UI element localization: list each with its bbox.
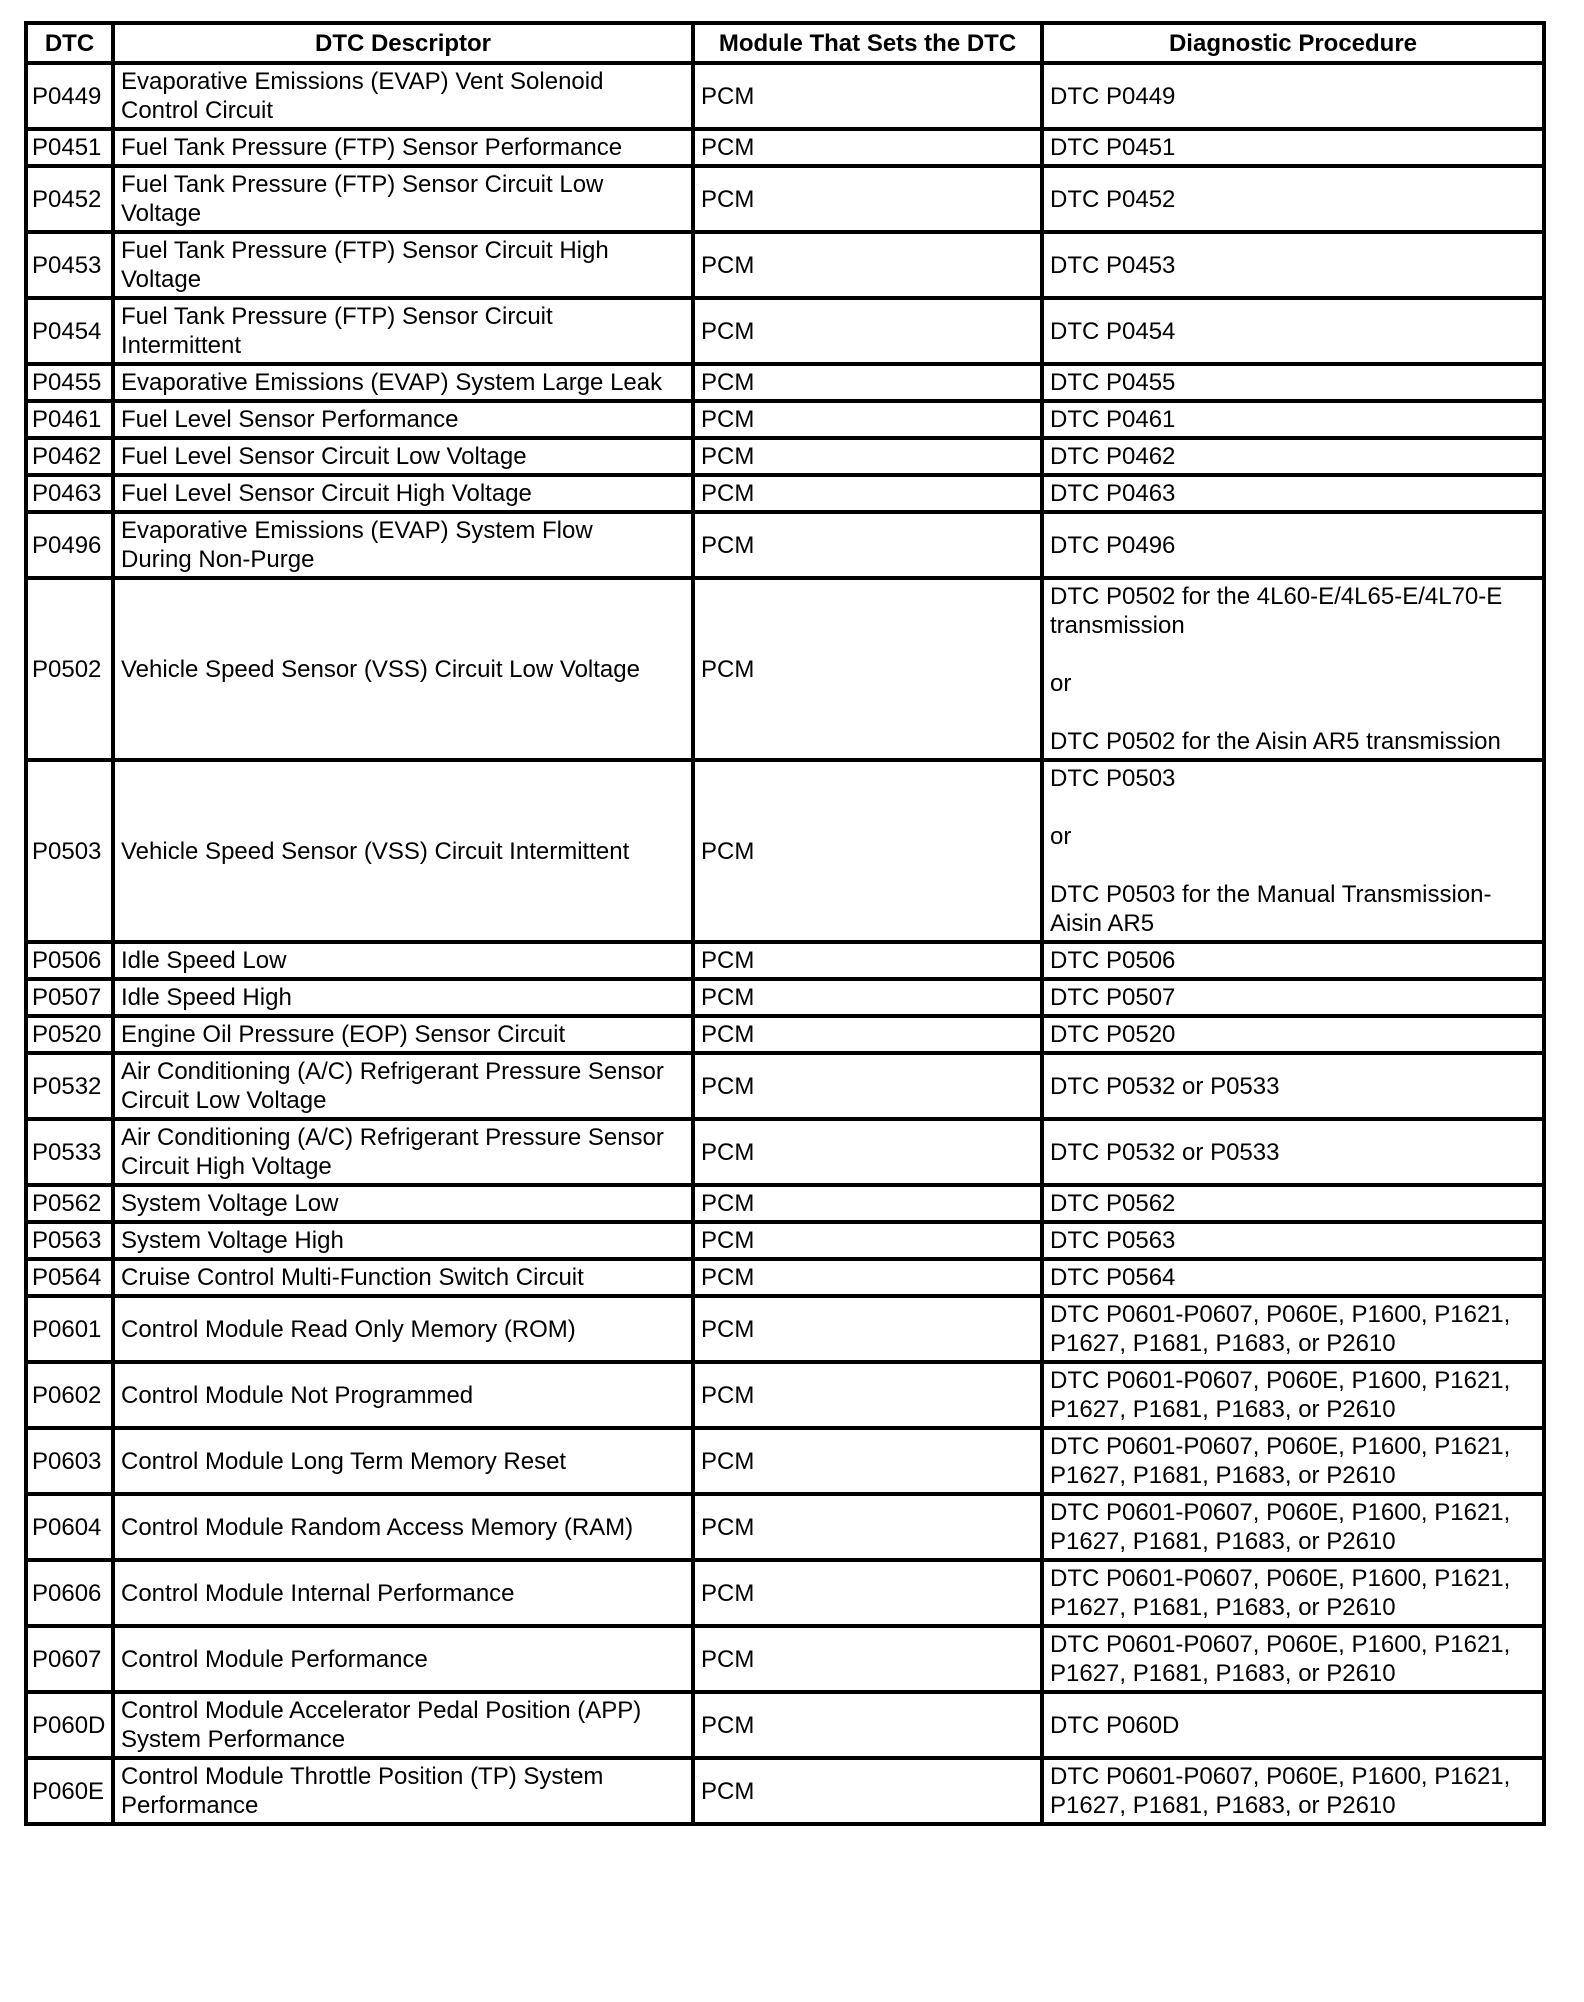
dtc-code: P0563 xyxy=(26,1222,113,1259)
dtc-module: PCM xyxy=(693,1560,1042,1626)
dtc-procedure-link[interactable]: DTC P0562 xyxy=(1042,1185,1544,1222)
dtc-procedure-link[interactable]: DTC P0601-P0607, P060E, P1600, P1621, P1627, P1681, P1683, or P2610 xyxy=(1042,1758,1544,1824)
table-row xyxy=(26,401,1544,438)
table-header-row xyxy=(26,23,1544,63)
dtc-procedure-link[interactable]: DTC P0507 xyxy=(1042,979,1544,1016)
dtc-code: P0603 xyxy=(26,1428,113,1494)
dtc-code: P060D xyxy=(26,1692,113,1758)
dtc-descriptor: Fuel Tank Pressure (FTP) Sensor Performance xyxy=(113,129,693,166)
dtc-module: PCM xyxy=(693,166,1042,232)
table-row xyxy=(26,1222,1544,1259)
dtc-procedure-link[interactable]: DTC P0601-P0607, P060E, P1600, P1621, P1627, P1681, P1683, or P2610 xyxy=(1042,1296,1544,1362)
dtc-procedure-link[interactable]: DTC P0601-P0607, P060E, P1600, P1621, P1627, P1681, P1683, or P2610 xyxy=(1042,1362,1544,1428)
dtc-code: P0503 xyxy=(26,760,113,942)
table-row xyxy=(26,1494,1544,1560)
dtc-descriptor: Cruise Control Multi-Function Switch Circuit xyxy=(113,1259,693,1296)
dtc-procedure-link[interactable]: DTC P0454 xyxy=(1042,298,1544,364)
dtc-procedure-link[interactable]: DTC P0532 or P0533 xyxy=(1042,1119,1544,1185)
header-descriptor: DTC Descriptor xyxy=(113,23,693,63)
header-module: Module That Sets the DTC xyxy=(693,23,1042,63)
table-row xyxy=(26,475,1544,512)
dtc-module: PCM xyxy=(693,298,1042,364)
dtc-module: PCM xyxy=(693,475,1042,512)
dtc-module: PCM xyxy=(693,578,1042,760)
dtc-procedure-link[interactable]: DTC P0563 xyxy=(1042,1222,1544,1259)
dtc-code: P0463 xyxy=(26,475,113,512)
dtc-procedure-link[interactable]: DTC P0451 xyxy=(1042,129,1544,166)
dtc-module: PCM xyxy=(693,1428,1042,1494)
dtc-module: PCM xyxy=(693,1185,1042,1222)
dtc-module: PCM xyxy=(693,63,1042,129)
dtc-module: PCM xyxy=(693,1222,1042,1259)
dtc-procedure-link[interactable]: DTC P0449 xyxy=(1042,63,1544,129)
dtc-descriptor: Control Module Throttle Position (TP) System Performance xyxy=(113,1758,693,1824)
dtc-module: PCM xyxy=(693,401,1042,438)
dtc-module: PCM xyxy=(693,232,1042,298)
dtc-code: P0451 xyxy=(26,129,113,166)
dtc-procedure-link[interactable]: DTC P0601-P0607, P060E, P1600, P1621, P1627, P1681, P1683, or P2610 xyxy=(1042,1560,1544,1626)
dtc-procedure-link[interactable]: DTC P0461 xyxy=(1042,401,1544,438)
dtc-code: P0607 xyxy=(26,1626,113,1692)
table-row xyxy=(26,166,1544,232)
dtc-procedure-link[interactable]: DTC P0564 xyxy=(1042,1259,1544,1296)
dtc-procedure-link[interactable]: DTC P0463 xyxy=(1042,475,1544,512)
dtc-procedure-link[interactable]: DTC P0506 xyxy=(1042,942,1544,979)
dtc-code: P060E xyxy=(26,1758,113,1824)
table-row xyxy=(26,942,1544,979)
dtc-module: PCM xyxy=(693,1692,1042,1758)
dtc-module: PCM xyxy=(693,438,1042,475)
dtc-code: P0507 xyxy=(26,979,113,1016)
dtc-descriptor: Control Module Not Programmed xyxy=(113,1362,693,1428)
table-row xyxy=(26,1428,1544,1494)
table-row xyxy=(26,1016,1544,1053)
dtc-descriptor: Fuel Level Sensor Circuit High Voltage xyxy=(113,475,693,512)
table-row xyxy=(26,232,1544,298)
dtc-descriptor: Control Module Random Access Memory (RAM) xyxy=(113,1494,693,1560)
dtc-module: PCM xyxy=(693,942,1042,979)
dtc-code: P0496 xyxy=(26,512,113,578)
dtc-code: P0601 xyxy=(26,1296,113,1362)
header-procedure: Diagnostic Procedure xyxy=(1042,23,1544,63)
dtc-procedure-link[interactable]: DTC P0453 xyxy=(1042,232,1544,298)
dtc-procedure-link[interactable]: DTC P0455 xyxy=(1042,364,1544,401)
dtc-module: PCM xyxy=(693,1494,1042,1560)
dtc-code: P0449 xyxy=(26,63,113,129)
dtc-descriptor: Fuel Level Sensor Performance xyxy=(113,401,693,438)
table-row xyxy=(26,760,1544,942)
dtc-descriptor: Fuel Tank Pressure (FTP) Sensor Circuit High Voltage xyxy=(113,232,693,298)
dtc-procedure-link[interactable]: DTC P0496 xyxy=(1042,512,1544,578)
dtc-code: P0562 xyxy=(26,1185,113,1222)
table-row xyxy=(26,63,1544,129)
dtc-table xyxy=(24,21,1546,1826)
table-row xyxy=(26,1362,1544,1428)
dtc-descriptor: Control Module Accelerator Pedal Position (APP) System Performance xyxy=(113,1692,693,1758)
dtc-code: P0604 xyxy=(26,1494,113,1560)
table-row xyxy=(26,438,1544,475)
dtc-procedure-link[interactable]: DTC P0452 xyxy=(1042,166,1544,232)
dtc-descriptor: Control Module Internal Performance xyxy=(113,1560,693,1626)
dtc-module: PCM xyxy=(693,129,1042,166)
dtc-procedure-link[interactable]: DTC P0601-P0607, P060E, P1600, P1621, P1627, P1681, P1683, or P2610 xyxy=(1042,1626,1544,1692)
dtc-descriptor: Vehicle Speed Sensor (VSS) Circuit Low Voltage xyxy=(113,578,693,760)
dtc-descriptor: Fuel Tank Pressure (FTP) Sensor Circuit Intermittent xyxy=(113,298,693,364)
dtc-code: P0502 xyxy=(26,578,113,760)
dtc-procedure-link[interactable]: DTC P0502 for the 4L60-E/4L65-E/4L70-E transmission or DTC P0502 for the Aisin AR5 transmission xyxy=(1042,578,1544,760)
dtc-code: P0606 xyxy=(26,1560,113,1626)
dtc-module: PCM xyxy=(693,1119,1042,1185)
dtc-descriptor: Control Module Read Only Memory (ROM) xyxy=(113,1296,693,1362)
dtc-module: PCM xyxy=(693,760,1042,942)
table-row xyxy=(26,129,1544,166)
dtc-code: P0602 xyxy=(26,1362,113,1428)
dtc-descriptor: Fuel Level Sensor Circuit Low Voltage xyxy=(113,438,693,475)
dtc-procedure-link[interactable]: DTC P0601-P0607, P060E, P1600, P1621, P1627, P1681, P1683, or P2610 xyxy=(1042,1494,1544,1560)
dtc-module: PCM xyxy=(693,1016,1042,1053)
dtc-code: P0461 xyxy=(26,401,113,438)
dtc-descriptor: Engine Oil Pressure (EOP) Sensor Circuit xyxy=(113,1016,693,1053)
table-row xyxy=(26,1692,1544,1758)
dtc-code: P0452 xyxy=(26,166,113,232)
dtc-procedure-link[interactable]: DTC P060D xyxy=(1042,1692,1544,1758)
table-row xyxy=(26,578,1544,760)
dtc-descriptor: System Voltage Low xyxy=(113,1185,693,1222)
table-body xyxy=(26,63,1544,1824)
dtc-procedure-link[interactable]: DTC P0601-P0607, P060E, P1600, P1621, P1627, P1681, P1683, or P2610 xyxy=(1042,1428,1544,1494)
dtc-code: P0453 xyxy=(26,232,113,298)
dtc-module: PCM xyxy=(693,1626,1042,1692)
table-row xyxy=(26,1053,1544,1119)
dtc-module: PCM xyxy=(693,1296,1042,1362)
dtc-module: PCM xyxy=(693,512,1042,578)
dtc-code: P0533 xyxy=(26,1119,113,1185)
dtc-procedure-link[interactable]: DTC P0532 or P0533 xyxy=(1042,1053,1544,1119)
table-row xyxy=(26,1758,1544,1824)
table-row xyxy=(26,1119,1544,1185)
dtc-descriptor: Vehicle Speed Sensor (VSS) Circuit Intermittent xyxy=(113,760,693,942)
dtc-code: P0462 xyxy=(26,438,113,475)
dtc-module: PCM xyxy=(693,364,1042,401)
dtc-code: P0454 xyxy=(26,298,113,364)
table-row xyxy=(26,1626,1544,1692)
dtc-code: P0532 xyxy=(26,1053,113,1119)
dtc-descriptor: Fuel Tank Pressure (FTP) Sensor Circuit Low Voltage xyxy=(113,166,693,232)
dtc-module: PCM xyxy=(693,1053,1042,1119)
dtc-descriptor: Evaporative Emissions (EVAP) System Flow During Non-Purge xyxy=(113,512,693,578)
dtc-descriptor: Evaporative Emissions (EVAP) System Large Leak xyxy=(113,364,693,401)
table-row xyxy=(26,1259,1544,1296)
table-row xyxy=(26,979,1544,1016)
dtc-descriptor: Idle Speed High xyxy=(113,979,693,1016)
table-row xyxy=(26,1296,1544,1362)
table-row xyxy=(26,1185,1544,1222)
dtc-module: PCM xyxy=(693,1758,1042,1824)
dtc-descriptor: Air Conditioning (A/C) Refrigerant Pressure Sensor Circuit High Voltage xyxy=(113,1119,693,1185)
dtc-procedure-link[interactable]: DTC P0462 xyxy=(1042,438,1544,475)
dtc-descriptor: Idle Speed Low xyxy=(113,942,693,979)
dtc-code: P0506 xyxy=(26,942,113,979)
dtc-descriptor: Control Module Long Term Memory Reset xyxy=(113,1428,693,1494)
dtc-descriptor: Air Conditioning (A/C) Refrigerant Pressure Sensor Circuit Low Voltage xyxy=(113,1053,693,1119)
dtc-code: P0564 xyxy=(26,1259,113,1296)
table-row xyxy=(26,512,1544,578)
table-row xyxy=(26,1560,1544,1626)
dtc-code: P0455 xyxy=(26,364,113,401)
dtc-procedure-link[interactable]: DTC P0520 xyxy=(1042,1016,1544,1053)
dtc-module: PCM xyxy=(693,1259,1042,1296)
dtc-descriptor: System Voltage High xyxy=(113,1222,693,1259)
table-row xyxy=(26,298,1544,364)
dtc-module: PCM xyxy=(693,1362,1042,1428)
dtc-descriptor: Control Module Performance xyxy=(113,1626,693,1692)
dtc-descriptor: Evaporative Emissions (EVAP) Vent Solenoid Control Circuit xyxy=(113,63,693,129)
header-dtc: DTC xyxy=(26,23,113,63)
dtc-module: PCM xyxy=(693,979,1042,1016)
table-row xyxy=(26,364,1544,401)
dtc-procedure-link[interactable]: DTC P0503 or DTC P0503 for the Manual Transmission- Aisin AR5 xyxy=(1042,760,1544,942)
dtc-code: P0520 xyxy=(26,1016,113,1053)
